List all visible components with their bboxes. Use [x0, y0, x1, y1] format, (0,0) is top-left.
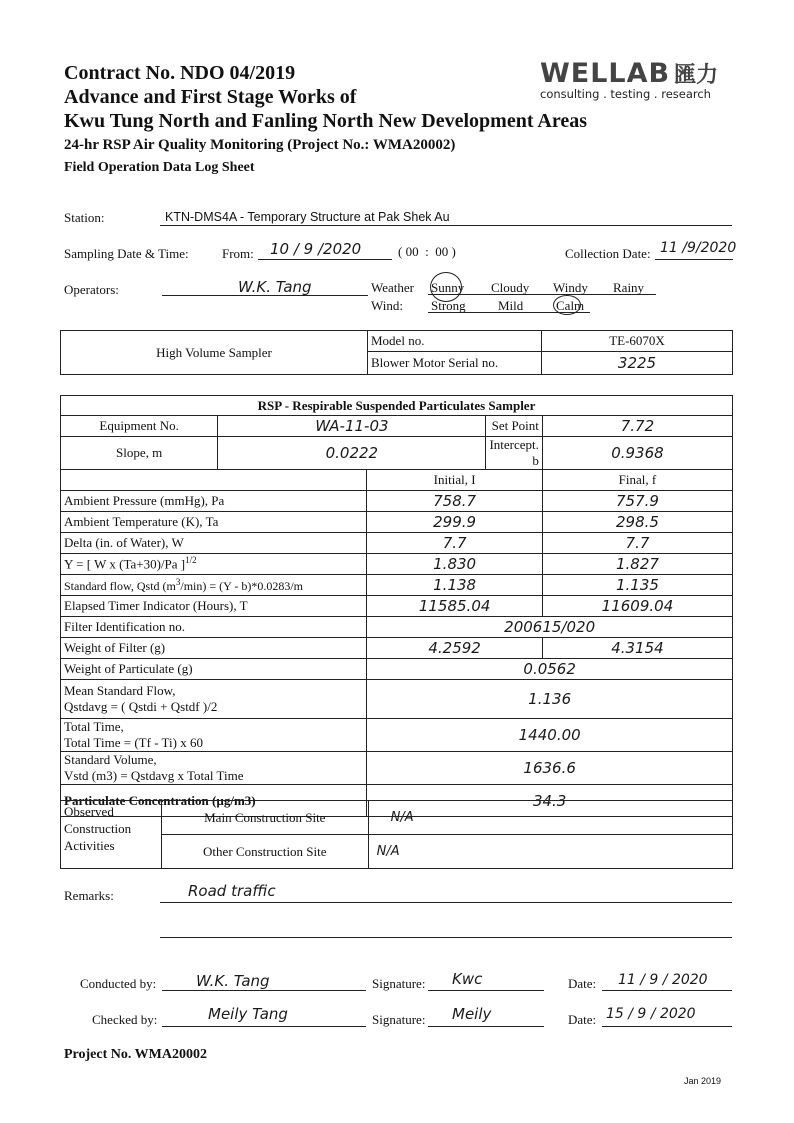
- contract-title: Contract No. NDO 04/2019: [64, 62, 296, 84]
- timer-label: Elapsed Timer Indicator (Hours), T: [61, 596, 367, 617]
- initial-header: Initial, I: [367, 470, 543, 491]
- activities-label: Observed Construction Activities: [61, 801, 162, 869]
- rsp-table: [60, 395, 733, 817]
- other-site-value: N/A: [368, 835, 732, 869]
- wind-label: Wind:: [371, 298, 403, 313]
- timer-initial: 11585.04: [367, 596, 543, 617]
- intercept-label: Intercept. b: [486, 437, 542, 470]
- signature-label-2: Signature:: [372, 1012, 426, 1027]
- from-time: ( 00 : 00 ): [398, 244, 456, 259]
- weather-label: Weather: [371, 280, 414, 295]
- std-volume-value: 1636.6: [367, 752, 733, 785]
- from-date: 10 / 9 /2020: [270, 240, 362, 258]
- sampler-table: [60, 330, 733, 375]
- y-initial: 1.830: [367, 554, 543, 575]
- temperature-final: 298.5: [542, 512, 732, 533]
- filter-weight-label: Weight of Filter (g): [61, 638, 367, 659]
- concentration-label: Particulate Concentration (µg/m3): [61, 785, 367, 817]
- setpoint-label: Set Point: [486, 416, 542, 437]
- footer-version: Jan 2019: [684, 1076, 722, 1086]
- checked-label: Checked by:: [92, 1012, 158, 1027]
- date-label-2: Date:: [568, 1012, 597, 1027]
- signature-1: Kwc: [452, 970, 483, 988]
- collection-date: 11 /9/2020: [660, 240, 737, 256]
- serial-label: Blower Motor Serial no.: [368, 352, 542, 375]
- temperature-initial: 299.9: [367, 512, 543, 533]
- wellab-logo: [540, 58, 730, 101]
- final-header: Final, f: [542, 470, 732, 491]
- std-flow-initial: 1.138: [367, 575, 543, 596]
- operators-value: W.K. Tang: [238, 278, 312, 296]
- particulate-label: Weight of Particulate (g): [61, 659, 367, 680]
- y-final: 1.827: [542, 554, 732, 575]
- signature-label-1: Signature:: [372, 976, 426, 991]
- filter-weight-final: 4.3154: [542, 638, 732, 659]
- operators-label: Operators:: [64, 282, 119, 297]
- delta-final: 7.7: [542, 533, 732, 554]
- concentration-value: 34.3: [367, 785, 733, 817]
- weather-windy: Windy: [553, 280, 588, 295]
- project-area-title: Kwu Tung North and Fanling North New Development Areas: [64, 110, 588, 132]
- total-time-value: 1440.00: [367, 719, 733, 752]
- date-2: 15 / 9 / 2020: [606, 1006, 696, 1022]
- other-site-label: Other Construction Site: [161, 835, 368, 869]
- wind-mild: Mild: [498, 298, 524, 313]
- sampling-label: Sampling Date & Time:: [64, 246, 189, 261]
- signature-2: Meily: [452, 1005, 492, 1023]
- pressure-final: 757.9: [542, 491, 732, 512]
- calm-selected-circle: [553, 295, 581, 315]
- checked-value: Meily Tang: [208, 1005, 288, 1023]
- std-flow-final: 1.135: [542, 575, 732, 596]
- date-1: 11 / 9 / 2020: [618, 972, 708, 988]
- timer-final: 11609.04: [542, 596, 732, 617]
- sheet-title: Field Operation Data Log Sheet: [64, 160, 255, 175]
- particulate-value: 0.0562: [367, 659, 733, 680]
- mean-flow-value: 1.136: [367, 680, 733, 719]
- station-value: KTN-DMS4A - Temporary Structure at Pak Shek Au: [165, 210, 450, 224]
- std-volume-label: Standard Volume, Vstd (m3) = Qstdavg x Total Time: [61, 752, 367, 785]
- works-title: Advance and First Stage Works of: [64, 86, 357, 108]
- footer-project: Project No. WMA20002: [64, 1047, 207, 1062]
- monitoring-title: 24-hr RSP Air Quality Monitoring (Project No.: WMA20002): [64, 137, 456, 153]
- slope-label: Slope, m: [61, 437, 218, 470]
- sampler-label: High Volume Sampler: [61, 331, 368, 375]
- total-time-label: Total Time, Total Time = (Tf - Ti) x 60: [61, 719, 367, 752]
- wind-strong: Strong: [431, 298, 466, 313]
- delta-initial: 7.7: [367, 533, 543, 554]
- conducted-value: W.K. Tang: [196, 972, 270, 990]
- collection-label: Collection Date:: [565, 246, 651, 261]
- filter-id-value: 200615/020: [367, 617, 733, 638]
- filter-weight-initial: 4.2592: [367, 638, 543, 659]
- delta-label: Delta (in. of Water), W: [61, 533, 367, 554]
- weather-rainy: Rainy: [613, 280, 645, 295]
- station-label: Station:: [64, 210, 105, 225]
- rsp-title: RSP - Respirable Suspended Particulates Sampler: [61, 396, 733, 416]
- logo-text: WELLAB: [540, 58, 671, 89]
- filter-id-label: Filter Identification no.: [61, 617, 367, 638]
- mean-flow-label: Mean Standard Flow, Qstdavg = ( Qstdi + Qstdf )/2: [61, 680, 367, 719]
- main-site-label: Main Construction Site: [161, 801, 368, 835]
- y-formula-label: Y = [ W x (Ta+30)/Pa ]$^{1/2}$: [61, 554, 367, 575]
- setpoint-value: 7.72: [542, 416, 732, 437]
- model-label: Model no.: [368, 331, 542, 352]
- slope-value: 0.0222: [218, 437, 486, 470]
- from-label: From:: [222, 246, 254, 261]
- serial-value: 3225: [542, 352, 733, 375]
- remarks-label: Remarks:: [64, 888, 114, 903]
- activities-table: [60, 800, 733, 869]
- intercept-value: 0.9368: [542, 437, 732, 470]
- weather-cloudy: Cloudy: [491, 280, 530, 295]
- conducted-label: Conducted by:: [80, 976, 157, 991]
- equipment-value: WA-11-03: [218, 416, 486, 437]
- logo-tagline: consulting . testing . research: [540, 87, 711, 101]
- wind-calm: Calm: [556, 298, 585, 313]
- main-site-value: N/A: [368, 801, 732, 835]
- pressure-label: Ambient Pressure (mmHg), Pa: [61, 491, 367, 512]
- date-label-1: Date:: [568, 976, 597, 991]
- remarks-value: Road traffic: [188, 882, 276, 900]
- model-value: TE-6070X: [542, 331, 733, 352]
- logo-cjk: 匯力: [674, 63, 719, 88]
- std-flow-label: Standard flow, Qstd $(m^3/\min) = (Y - b)*0.0283/m$: [61, 575, 367, 596]
- weather-sunny: Sunny: [431, 280, 465, 295]
- pressure-initial: 758.7: [367, 491, 543, 512]
- temperature-label: Ambient Temperature (K), Ta: [61, 512, 367, 533]
- equipment-label: Equipment No.: [61, 416, 218, 437]
